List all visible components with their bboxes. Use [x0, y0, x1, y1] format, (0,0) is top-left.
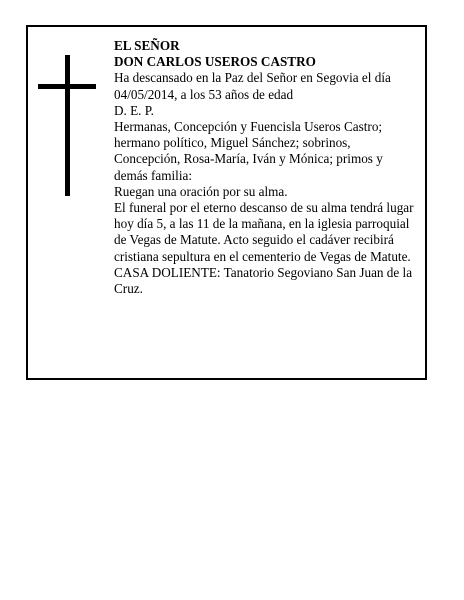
prayer-request: Ruegan una oración por su alma. [114, 183, 288, 199]
notice-title-line-1: EL SEÑOR [114, 38, 180, 53]
family-list: Hermanas, Concepción y Fuencisla Useros Castro; hermano político, Miguel Sánchez; sobrinos, Concepción, Rosa-María, Iván y Mónica; primos y demás familia: [114, 119, 383, 183]
notice-title-line-2: DON CARLOS USEROS CASTRO [114, 54, 316, 70]
cross-vertical-bar [65, 55, 70, 196]
rip-abbreviation: D. E. P. [114, 102, 154, 118]
cross-horizontal-bar [38, 84, 96, 89]
obituary-text [114, 38, 414, 297]
funeral-info: El funeral por el eterno descanso de su alma tendrá lugar hoy día 5, a las 11 de la mañana, en la iglesia parroquial de Vegas de Matute. Acto seguido el cadáver recibirá cristiana sepultura en el cementerio de Vegas de Matute. [114, 200, 414, 264]
mourning-house: CASA DOLIENTE: Tanatorio Segoviano San Juan de la Cruz. [114, 264, 413, 297]
death-info: Ha descansado en la Paz del Señor en Segovia el día 04/05/2014, a los 53 años de edad [114, 70, 391, 102]
